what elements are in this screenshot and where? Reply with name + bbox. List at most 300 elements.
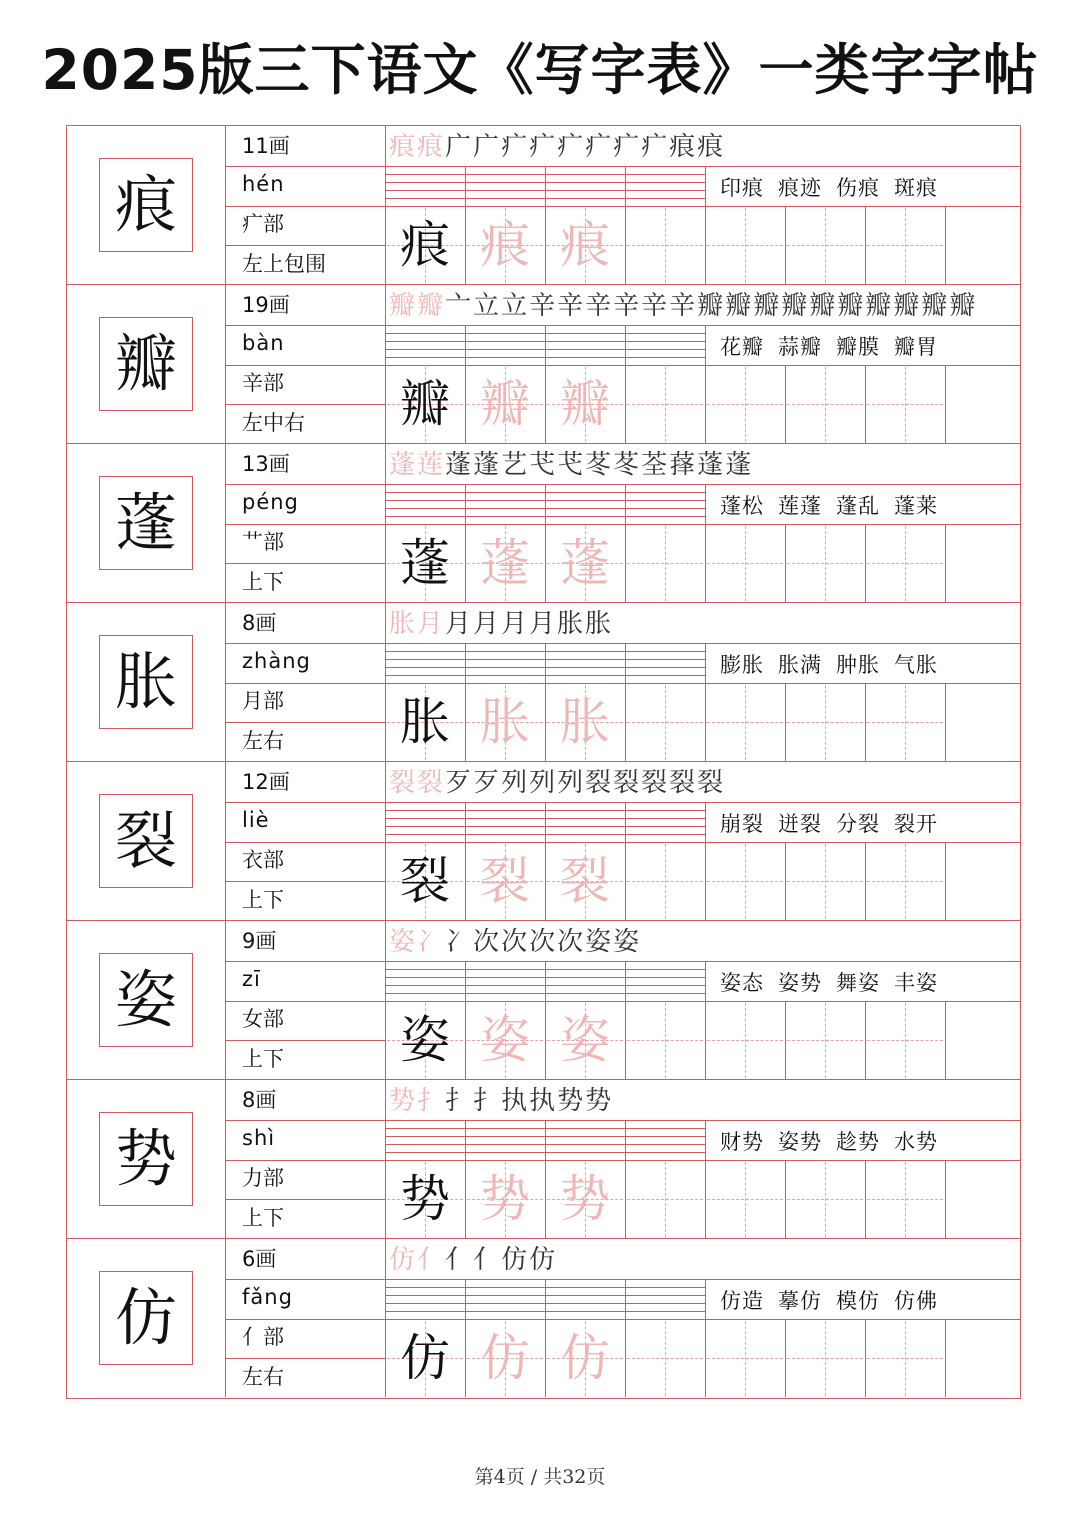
stroke-step: 辛: [641, 291, 670, 321]
main-character: 裂: [99, 794, 193, 888]
word: 莲蓬: [778, 494, 822, 518]
practice-cell-trace: 痕: [560, 216, 610, 274]
cell-divider: [945, 1160, 946, 1238]
character-block: [67, 285, 1020, 444]
stroke-step: 瓣: [921, 291, 950, 321]
cell-divider: [625, 1120, 626, 1238]
row-divider: [225, 643, 385, 644]
cell-divider: [865, 524, 866, 602]
cell-divider: [865, 206, 866, 284]
cell-divider: [625, 325, 626, 443]
column-divider: [225, 921, 226, 1079]
stroke-step: 疒: [585, 132, 614, 162]
cell-divider: [865, 1160, 866, 1238]
stroke-step: 月: [529, 609, 558, 639]
stroke-step: 广: [445, 132, 474, 162]
stroke-step: 执: [501, 1086, 530, 1116]
stroke-step: 瓣: [949, 291, 978, 321]
stroke-step: 痕: [389, 132, 418, 162]
stroke-step: 月: [445, 609, 474, 639]
structure: 左中右: [242, 411, 305, 435]
guide-line: [787, 881, 863, 882]
cell-divider: [785, 206, 786, 284]
cell-divider: [705, 802, 706, 842]
practice-cell-trace: 姿: [480, 1011, 530, 1069]
stroke-count: 19画: [242, 293, 290, 317]
cell-divider: [705, 643, 706, 683]
cell-divider: [865, 683, 866, 761]
word: 仿佛: [894, 1289, 938, 1313]
word: 模仿: [836, 1289, 880, 1313]
cell-divider: [945, 683, 946, 761]
word: 胀满: [778, 653, 822, 677]
stroke-step: 瓣: [809, 291, 838, 321]
stroke-step: 瓣: [865, 291, 894, 321]
stroke-step: 次: [473, 927, 502, 957]
stroke-step: 仿: [529, 1245, 558, 1275]
guide-line: [867, 1358, 943, 1359]
row-divider: [385, 961, 1020, 962]
row-divider: [225, 365, 385, 366]
row-divider: [225, 1319, 385, 1320]
word: 瓣胃: [894, 335, 938, 359]
guide-line: [707, 1040, 783, 1041]
row-divider: [385, 1279, 1020, 1280]
word: 瓣膜: [836, 335, 880, 359]
stroke-step: 姿: [613, 927, 642, 957]
word: 痕迹: [778, 176, 822, 200]
stroke-step: 辛: [557, 291, 586, 321]
cell-divider: [865, 365, 866, 443]
stroke-step: 瓣: [389, 291, 418, 321]
radical: 女部: [242, 1007, 284, 1031]
practice-cell-trace: 痕: [480, 216, 530, 274]
cell-divider: [945, 206, 946, 284]
word: 分裂: [836, 812, 880, 836]
practice-cell-model: 仿: [400, 1329, 450, 1387]
practice-cell-model: 势: [400, 1170, 450, 1228]
radical: 辛部: [242, 371, 284, 395]
word: 伤痕: [836, 176, 880, 200]
stroke-step: 月: [417, 609, 446, 639]
word: 趁势: [836, 1130, 880, 1154]
stroke-step: 列: [529, 768, 558, 798]
stroke-step: 蓬: [389, 450, 418, 480]
stroke-step: 疒: [529, 132, 558, 162]
word-list: [720, 965, 1020, 1001]
stroke-step: 裂: [697, 768, 726, 798]
row-divider: [385, 166, 1020, 167]
column-divider: [225, 126, 226, 284]
guide-line: [867, 722, 943, 723]
cell-divider: [705, 325, 706, 365]
word: 姿势: [778, 971, 822, 995]
stroke-step: 裂: [641, 768, 670, 798]
row-divider: [225, 1120, 385, 1121]
word: 裂开: [894, 812, 938, 836]
word-list: [720, 1124, 1020, 1160]
practice-cell-model: 裂: [400, 852, 450, 910]
word: 蓬莱: [894, 494, 938, 518]
guide-line: [867, 1199, 943, 1200]
stroke-step: 瓣: [781, 291, 810, 321]
stroke-step: 列: [501, 768, 530, 798]
stroke-step: 裂: [585, 768, 614, 798]
word: 蓬松: [720, 494, 764, 518]
guide-line: [627, 881, 703, 882]
structure: 上下: [242, 570, 284, 594]
column-divider: [225, 603, 226, 761]
guide-line: [627, 1358, 703, 1359]
stroke-step: 势: [389, 1086, 418, 1116]
cell-divider: [705, 365, 706, 443]
word: 印痕: [720, 176, 764, 200]
guide-line: [707, 404, 783, 405]
cell-divider: [625, 166, 626, 284]
cell-divider: [705, 683, 706, 761]
cell-divider: [705, 1279, 706, 1319]
cell-divider: [865, 842, 866, 920]
stroke-step: 辛: [529, 291, 558, 321]
row-divider: [225, 404, 385, 405]
pinyin: péng: [242, 490, 299, 514]
practice-cell-trace: 胀: [560, 693, 610, 751]
column-divider: [225, 1080, 226, 1238]
stroke-step: 疒: [641, 132, 670, 162]
stroke-step: 胀: [557, 609, 586, 639]
stroke-count: 13画: [242, 452, 290, 476]
word: 气胀: [894, 653, 938, 677]
stroke-step: 蓬: [697, 450, 726, 480]
practice-cell-model: 瓣: [400, 375, 450, 433]
word: 摹仿: [778, 1289, 822, 1313]
stroke-step: 芅: [529, 450, 558, 480]
stroke-step: 姿: [585, 927, 614, 957]
guide-line: [867, 563, 943, 564]
character-block: [67, 126, 1020, 285]
cell-divider: [705, 524, 706, 602]
cell-divider: [945, 365, 946, 443]
practice-cell-trace: 胀: [480, 693, 530, 751]
cell-divider: [625, 961, 626, 1079]
row-divider: [225, 1160, 385, 1161]
cell-divider: [785, 842, 786, 920]
guide-line: [707, 245, 783, 246]
stroke-step: 裂: [669, 768, 698, 798]
word-list: [720, 329, 1020, 365]
pinyin: hén: [242, 172, 285, 196]
radical: 月部: [242, 689, 284, 713]
practice-cell-model: 痕: [400, 216, 450, 274]
row-divider: [225, 563, 385, 564]
cell-divider: [785, 365, 786, 443]
practice-cell-trace: 蓬: [480, 534, 530, 592]
guide-line: [707, 1358, 783, 1359]
cell-divider: [945, 524, 946, 602]
word: 斑痕: [894, 176, 938, 200]
cell-divider: [945, 1319, 946, 1397]
stroke-step: 月: [501, 609, 530, 639]
pinyin: liè: [242, 808, 270, 832]
cell-divider: [785, 1001, 786, 1079]
stroke-count: 8画: [242, 1088, 277, 1112]
stroke-order: [389, 289, 977, 323]
stroke-step: 瓣: [837, 291, 866, 321]
character-block: [67, 921, 1020, 1080]
stroke-order: [389, 766, 725, 800]
cell-divider: [705, 1319, 706, 1397]
cell-divider: [705, 206, 706, 284]
cell-divider: [625, 802, 626, 920]
cell-divider: [785, 1160, 786, 1238]
guide-line: [787, 1358, 863, 1359]
stroke-step: 月: [473, 609, 502, 639]
stroke-step: 广: [473, 132, 502, 162]
word-list: [720, 806, 1020, 842]
page-title: 2025版三下语文《写字表》一类字字帖: [41, 38, 1039, 102]
main-character: 蓬: [99, 476, 193, 570]
row-divider: [225, 245, 385, 246]
practice-cell-trace: 势: [480, 1170, 530, 1228]
main-character: 瓣: [99, 317, 193, 411]
cell-divider: [785, 1319, 786, 1397]
stroke-step: 瓣: [893, 291, 922, 321]
row-divider: [225, 325, 385, 326]
stroke-step: 痕: [417, 132, 446, 162]
stroke-step: 苳: [585, 450, 614, 480]
guide-line: [707, 881, 783, 882]
practice-cell-model: 胀: [400, 693, 450, 751]
structure: 上下: [242, 888, 284, 912]
stroke-step: 扌: [417, 1086, 446, 1116]
radical: 疒部: [242, 212, 284, 236]
guide-line: [867, 404, 943, 405]
cell-divider: [785, 524, 786, 602]
guide-line: [867, 245, 943, 246]
cell-divider: [705, 1001, 706, 1079]
stroke-step: 胀: [389, 609, 418, 639]
column-divider: [225, 762, 226, 920]
word: 水势: [894, 1130, 938, 1154]
stroke-count: 9画: [242, 929, 277, 953]
row-divider: [225, 1199, 385, 1200]
column-divider: [225, 285, 226, 443]
stroke-step: 仿: [389, 1245, 418, 1275]
word: 花瓣: [720, 335, 764, 359]
character-block: [67, 762, 1020, 921]
row-divider: [225, 206, 385, 207]
word: 财势: [720, 1130, 764, 1154]
stroke-order: [389, 448, 753, 482]
stroke-step: 痕: [697, 132, 726, 162]
stroke-step: 芅: [557, 450, 586, 480]
stroke-step: 蓬: [473, 450, 502, 480]
stroke-step: 立: [501, 291, 530, 321]
column-divider: [225, 1239, 226, 1397]
pinyin: zī: [242, 967, 261, 991]
stroke-step: 痕: [669, 132, 698, 162]
guide-line: [867, 1040, 943, 1041]
stroke-step: 扌: [445, 1086, 474, 1116]
stroke-step: 裂: [613, 768, 642, 798]
guide-line: [707, 722, 783, 723]
stroke-step: 裂: [389, 768, 418, 798]
guide-line: [787, 563, 863, 564]
structure: 左右: [242, 729, 284, 753]
main-character: 姿: [99, 953, 193, 1047]
cell-divider: [705, 1120, 706, 1160]
practice-cell-trace: 仿: [480, 1329, 530, 1387]
character-block: [67, 444, 1020, 603]
pinyin: zhàng: [242, 649, 311, 673]
stroke-step: 蓬: [725, 450, 754, 480]
stroke-step: 执: [529, 1086, 558, 1116]
guide-line: [867, 881, 943, 882]
cell-divider: [785, 683, 786, 761]
stroke-step: 冫: [417, 927, 446, 957]
cell-divider: [705, 1160, 706, 1238]
guide-line: [707, 1199, 783, 1200]
stroke-step: 蓬: [445, 450, 474, 480]
stroke-step: 势: [557, 1086, 586, 1116]
stroke-step: 姿: [389, 927, 418, 957]
word: 丰姿: [894, 971, 938, 995]
pinyin: fǎng: [242, 1285, 293, 1309]
stroke-count: 8画: [242, 611, 277, 635]
practice-cell-trace: 瓣: [560, 375, 610, 433]
stroke-step: 辛: [585, 291, 614, 321]
guide-line: [627, 1040, 703, 1041]
cell-divider: [625, 484, 626, 602]
practice-cell-trace: 瓣: [480, 375, 530, 433]
guide-line: [627, 563, 703, 564]
stroke-order: [389, 130, 725, 164]
column-divider: [225, 444, 226, 602]
row-divider: [225, 166, 385, 167]
cell-divider: [865, 1001, 866, 1079]
stroke-step: 莲: [417, 450, 446, 480]
stroke-step: 瓣: [725, 291, 754, 321]
stroke-step: 胀: [585, 609, 614, 639]
stroke-step: 次: [501, 927, 530, 957]
stroke-step: 瓣: [417, 291, 446, 321]
row-divider: [225, 683, 385, 684]
stroke-count: 11画: [242, 134, 290, 158]
stroke-step: 亻: [417, 1245, 446, 1275]
row-divider: [225, 1001, 385, 1002]
cell-divider: [705, 166, 706, 206]
cell-divider: [945, 1001, 946, 1079]
word-list: [720, 170, 1020, 206]
structure: 上下: [242, 1047, 284, 1071]
guide-line: [787, 245, 863, 246]
character-block: [67, 1080, 1020, 1239]
character-block: [67, 1239, 1020, 1398]
stroke-step: 列: [557, 768, 586, 798]
cell-divider: [705, 961, 706, 1001]
word: 姿态: [720, 971, 764, 995]
page-indicator: 第4页 / 共32页: [474, 1466, 606, 1488]
row-divider: [225, 484, 385, 485]
stroke-step: 荃: [641, 450, 670, 480]
practice-cell-trace: 姿: [560, 1011, 610, 1069]
cell-divider: [705, 484, 706, 524]
word: 蒜瓣: [778, 335, 822, 359]
guide-line: [787, 722, 863, 723]
practice-cell-trace: 势: [560, 1170, 610, 1228]
stroke-step: 次: [529, 927, 558, 957]
stroke-count: 12画: [242, 770, 290, 794]
practice-cell-trace: 裂: [480, 852, 530, 910]
stroke-step: 裂: [417, 768, 446, 798]
stroke-step: 萚: [669, 450, 698, 480]
practice-cell-trace: 裂: [560, 852, 610, 910]
guide-line: [627, 404, 703, 405]
row-divider: [385, 1120, 1020, 1121]
main-character: 胀: [99, 635, 193, 729]
character-block: [67, 603, 1020, 762]
stroke-step: 立: [473, 291, 502, 321]
structure: 左上包围: [242, 252, 326, 276]
stroke-order: [389, 1243, 557, 1277]
main-character: 仿: [99, 1271, 193, 1365]
practice-cell-model: 姿: [400, 1011, 450, 1069]
row-divider: [225, 722, 385, 723]
word: 姿势: [778, 1130, 822, 1154]
radical: 力部: [242, 1166, 284, 1190]
stroke-order: [389, 925, 641, 959]
stroke-step: 势: [585, 1086, 614, 1116]
row-divider: [385, 325, 1020, 326]
stroke-step: 亻: [473, 1245, 502, 1275]
row-divider: [225, 802, 385, 803]
stroke-step: 艺: [501, 450, 530, 480]
practice-cell-trace: 蓬: [560, 534, 610, 592]
guide-line: [627, 245, 703, 246]
stroke-step: 次: [557, 927, 586, 957]
radical: 亻部: [242, 1325, 284, 1349]
row-divider: [225, 1040, 385, 1041]
guide-line: [627, 1199, 703, 1200]
row-divider: [225, 842, 385, 843]
row-divider: [385, 802, 1020, 803]
guide-line: [787, 1199, 863, 1200]
stroke-step: 疒: [557, 132, 586, 162]
word: 迸裂: [778, 812, 822, 836]
stroke-step: 疒: [613, 132, 642, 162]
guide-line: [787, 1040, 863, 1041]
practice-cell-trace: 仿: [560, 1329, 610, 1387]
row-divider: [225, 1279, 385, 1280]
word-list: [720, 1283, 1020, 1319]
cell-divider: [945, 842, 946, 920]
stroke-step: 仿: [501, 1245, 530, 1275]
stroke-step: 苳: [613, 450, 642, 480]
cell-divider: [625, 643, 626, 761]
stroke-order: [389, 1084, 613, 1118]
stroke-step: 瓣: [697, 291, 726, 321]
stroke-step: 疒: [501, 132, 530, 162]
row-divider: [225, 1358, 385, 1359]
row-divider: [385, 643, 1020, 644]
practice-sheet: [66, 125, 1021, 1399]
word: 蓬乱: [836, 494, 880, 518]
row-divider: [385, 484, 1020, 485]
word: 仿造: [720, 1289, 764, 1313]
row-divider: [225, 524, 385, 525]
stroke-order: [389, 607, 613, 641]
pinyin: bàn: [242, 331, 285, 355]
